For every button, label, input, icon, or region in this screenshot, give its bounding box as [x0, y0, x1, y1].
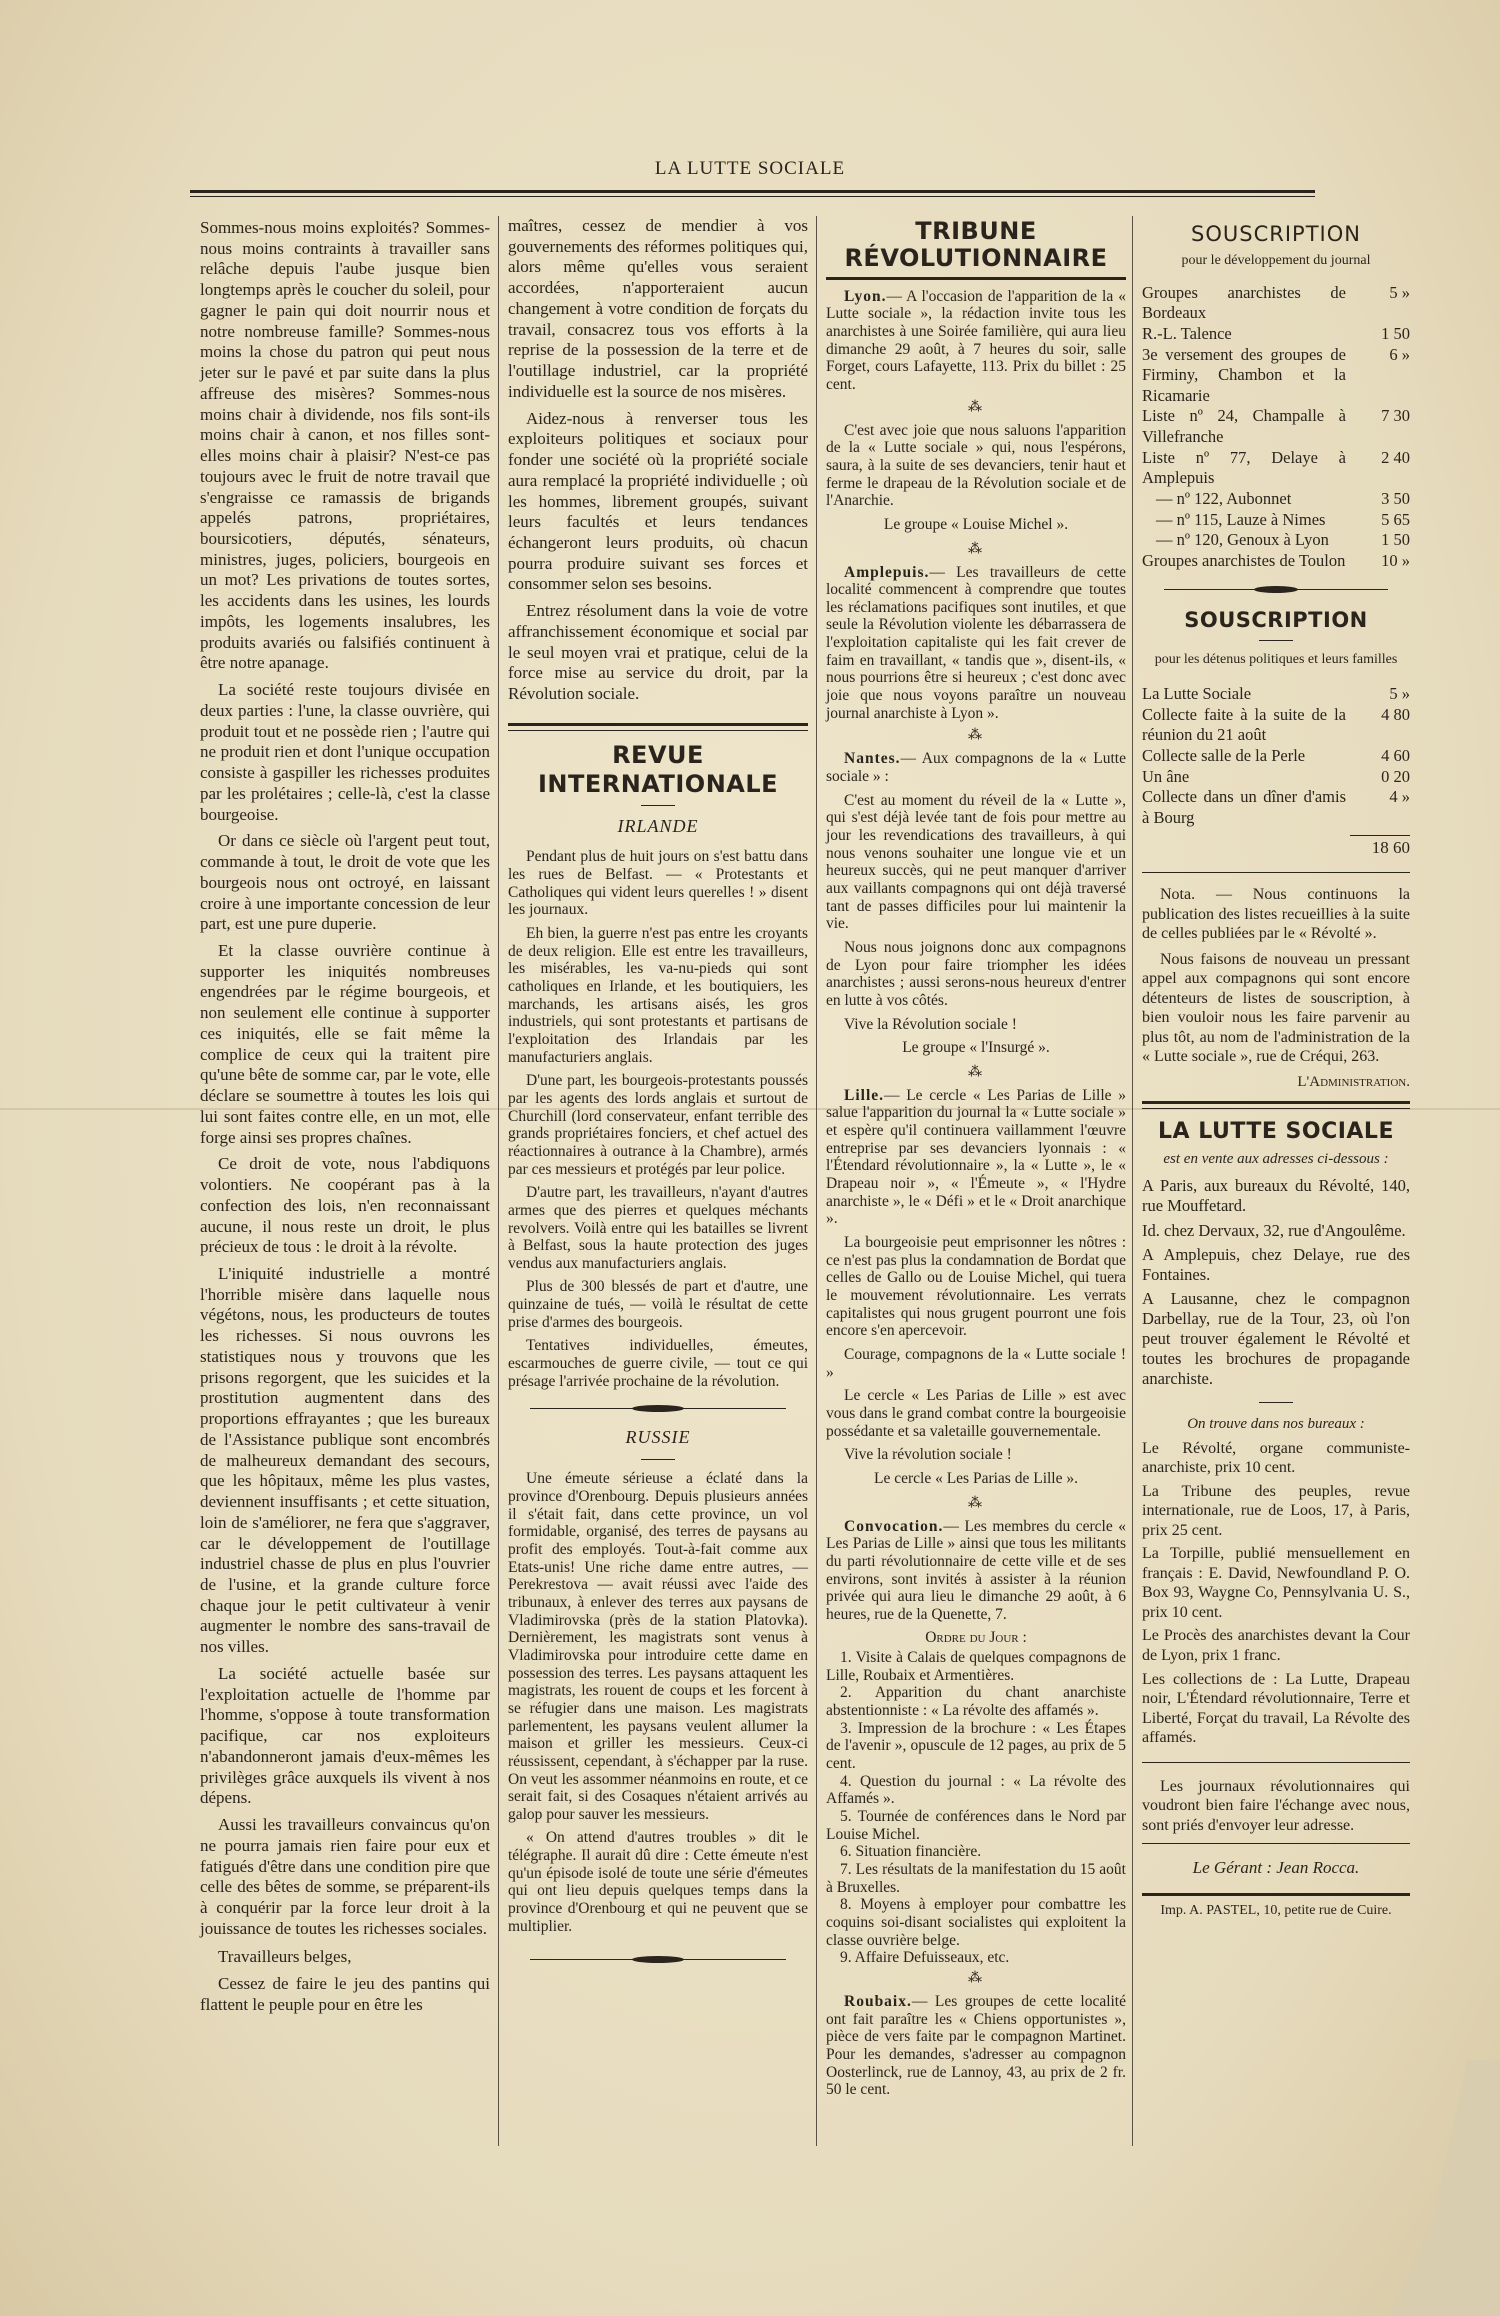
row-label: Un âne [1142, 766, 1190, 786]
souscription-row [1142, 705, 1410, 746]
agenda-item: 3. Impression de la brochure : « Les Étapes de l'avenir », opuscule de 12 pages, au prix de 5 cent. [826, 1719, 1126, 1773]
row-label: Groupes anarchistes de Toulon [1142, 550, 1346, 570]
paragraph: Vive la révolution sociale ! [844, 1446, 1012, 1464]
address-line: A Paris, aux bureaux du Révolté, 140, rue Mouffetard. [1142, 1176, 1410, 1216]
lutte-sociale-title: LA LUTTE SOCIALE [1158, 1119, 1394, 1145]
place-lyon: Lyon. [844, 287, 887, 305]
paragraph: La société actuelle basée sur l'exploitation actuelle de l'homme par l'homme, s'oppose à toute transformation pacifique, car nos exploiteurs n'abandonneront jamais d'eux-mêmes les privilèges grâce auxquels ils vivent à nos dépens. [200, 1663, 490, 1808]
souscription-subtitle-2: pour les détenus politiques et leurs familles [1154, 652, 1398, 668]
separator-stars: ⁂ [968, 1970, 984, 1986]
paragraph: Entrez résolument dans la voie de votre affranchissement économique et social par le seul moyen vrai et pratique, celui de la force mise au service du droit, par la Révolution sociale. [508, 601, 808, 704]
row-amount: 5 » [1389, 282, 1410, 302]
agenda-item: 4. Question du journal : « La révolte des Affamés ». [826, 1772, 1126, 1808]
separator-stars: ⁂ [968, 728, 984, 744]
row-label: La Lutte Sociale [1142, 684, 1252, 704]
souscription-subtitle-1: pour le développement du journal [1181, 252, 1371, 268]
title-rule [641, 805, 675, 806]
torn-corner [1390, 2060, 1500, 2316]
header-rule-thin [190, 196, 1315, 197]
ornament-rule [1164, 585, 1388, 594]
paragraph: Pendant plus de huit jours on s'est battu dans les rues de Belfast. — « Protestants et Catholiques qui vident leurs querelles ! » disent les journaux. [508, 848, 808, 919]
place-amplepuis: Amplepuis. [844, 563, 930, 581]
paragraph: Plus de 300 blessés de part et d'autre, une quinzaine de tués, — voilà le résultat de cette prise d'armes des bourgeois. [508, 1278, 808, 1331]
paragraph: C'est avec joie que nous saluons l'apparition de la « Lutte sociale » qui, nous l'espérons, saura, à la suite de ses devanciers, tenir haut et ferme le drapeau de la Révolution sociale et de l'Anarchie. [826, 421, 1126, 510]
section-rule [826, 277, 1126, 280]
section-rule [1142, 872, 1410, 873]
paragraph: La société reste toujours divisée en deux parties : l'une, la classe ouvrière, qui produit tout et ne possède rien ; l'autre qui ne produit rien et dont l'unique occupation consiste à gaspiller les richesses produites par les prolétaires ; celle-là, c'est la classe bourgeoise. [200, 680, 490, 824]
souscription-row [1142, 448, 1410, 489]
paragraph: Cessez de faire le jeu des pantins qui flattent le peuple pour en être les [200, 1974, 490, 2014]
souscription-list-2 [1142, 684, 1410, 828]
place-lille: Lille. [844, 1086, 885, 1104]
column-divider [498, 216, 499, 2146]
row-label: — nº 115, Lauze à Nimes [1156, 509, 1326, 529]
row-amount: 4 80 [1381, 704, 1410, 724]
paragraph: maîtres, cessez de mendier à vos gouvernements des réformes politiques qui, alors même qu'elles vous seraient accordées, n'apporteraient aucun changement à votre condition de forçats du travail, consacrez tous vos efforts à la reprise de la possession de la terre et de l'outillage industriel, car la propriété individuelle est la source de nos misères. [508, 216, 808, 401]
souscription-row [1142, 510, 1410, 531]
paragraph: L'iniquité industrielle a montré l'horrible misère dans laquelle nous végétons, nous, les producteurs de toutes les richesses. Si nous ouvrons les statistiques nous y trouvons que les prisons regorgent, que les suicides et la prostitution augmentent dans des proportions effrayantes ; que les bureaux de l'Assistance publique sont encombrés de malheureux demandant des secours, que les hôpitaux, même les plus vastes, deviennent insuffisants ; et cette situation, loin de s'améliorer, ne fera que s'aggraver, car le développement de l'outillage industriel chasse de plus en plus l'ouvrier de l'usine, et la grande culture force chaque jour le petit cultivateur à venir augmenter le nombre des sans-travail de nos villes. [200, 1263, 490, 1657]
column-divider [1132, 216, 1133, 2146]
section-rule [1142, 1101, 1410, 1104]
agenda-item: 7. Les résultats de la manifestation du 15 août à Bruxelles. [826, 1861, 1126, 1896]
souscription-total: 18 60 [1350, 835, 1410, 859]
paragraph: Et la classe ouvrière continue à supporter les iniquités nombreuses engendrées par le régime bourgeois, et non seulement elle continue à supporter ces iniquités, elle se fait même la complice de ceux qui la traitent pire qu'une bête de somme car, par le vote, elle déclare se soumettre à toutes les lois qui lui sont faites contre elle, en un mot, elle forge ainsi ses propres chaînes. [200, 940, 490, 1147]
signature: Le groupe « Louise Michel ». [883, 515, 1069, 533]
row-label: Groupes anarchistes de Bordeaux [1142, 282, 1346, 323]
address-line: A Amplepuis, chez Delaye, rue des Fontaines. [1142, 1244, 1410, 1284]
section-rule [1142, 1762, 1410, 1763]
separator-stars: ⁂ [968, 1495, 984, 1511]
place-convocation: Convocation. [844, 1517, 944, 1535]
ornament-rule [530, 1404, 786, 1413]
row-amount: 6 » [1389, 344, 1410, 364]
column-2 [508, 216, 808, 1978]
paragraph: Le cercle « Les Parias de Lille » est avec vous dans le grand combat contre la bourgeoisie possédante et sa valetaille gouvernementale. [826, 1387, 1126, 1440]
ordre-du-jour: Ordre du Jour : [925, 1629, 1027, 1647]
dispatch-text: — Les groupes de cette localité ont fait paraître les « Chiens opportunistes », pièce de vers faite par le compagnon Martinet. Pour les demandes, s'adresser au compagnon Oosterlinck, rue de Lannoy, 43, au prix de 2 fr. 50 le cent. [826, 1992, 1126, 2099]
souscription-row [1142, 746, 1410, 767]
salutation: Travailleurs belges, [218, 1947, 352, 1967]
place-nantes: Nantes. [844, 750, 901, 768]
section-rule-thin [508, 730, 808, 731]
column-divider [816, 216, 817, 2146]
row-amount: 4 » [1389, 787, 1410, 807]
row-amount: 4 60 [1381, 746, 1410, 765]
paragraph: Courage, compagnons de la « Lutte sociale ! » [826, 1346, 1126, 1381]
souscription-title-2: SOUSCRIPTION [1184, 608, 1368, 633]
row-amount: 3 50 [1381, 488, 1410, 508]
exchange-note: Les journaux révolutionnaires qui voudront bien faire l'échange avec nous, sont priés d'envoyer leur adresse. [1142, 1777, 1410, 1834]
irlande-title: IRLANDE [617, 816, 699, 837]
paragraph: Vive la Révolution sociale ! [844, 1015, 1017, 1033]
revue-title: REVUE INTERNATIONALE [537, 740, 779, 799]
paragraph: Sommes-nous moins exploités? Sommes-nous moins contraints à travailler sans relâche depuis l'aube jusque bien longtemps après le coucher du soleil, pour gagner le pain qui doit nourrir nous et notre nombreuse famille? Sommes-nous moins la chose du patron qui peut nous jeter sur le pavé et par suite dans la plus affreuse des misères? Sommes-nous moins chair à dividende, nos fils sont-ils moins chair à canon, et nos filles sont-elles moins chair à plaisir? N'est-ce pas toujours avec le fruit de notre travail que s'engraisse ce ramassis de brigands appelés patrons, propriétaires, boursicotiers, députés, sénateurs, ministres, juges, policiers, bourgeois en un mot? Les privations de toutes sortes, les accidents dans les usines, les lourds impôts, les logements insalubres, les produits avariés ou falsifiés continuent à être notre apanage. [200, 218, 490, 673]
souscription-title-1: SOUSCRIPTION [1191, 222, 1361, 246]
imprimeur-line: Imp. A. PASTEL, 10, petite rue de Cuire. [1160, 1902, 1392, 1918]
souscription-row [1142, 283, 1410, 324]
section-rule-thin [1142, 1108, 1410, 1109]
paragraph: Tentatives individuelles, émeutes, escarmouches de guerre civile, — tout ce qui présage l'arrivée prochaine de la révolution. [508, 1337, 808, 1390]
russie-article [508, 1470, 808, 1935]
souscription-row [1142, 406, 1410, 447]
agenda-item: 6. Situation financière. [840, 1843, 982, 1861]
dispatch-text: — Le cercle « Les Parias de Lille » salue l'apparition du journal la « Lutte sociale » et espère qu'il continuera vaillamment l'œuvre entreprise par ses devanciers lyonnais : « l'Étendard révolutionnaire », la « Lutte », le « Drapeau noir », « l'Émeute », « l'Hydre anarchiste », le « Défi » et le « Droit anarchique ». [826, 1086, 1126, 1228]
title-rule [1259, 1402, 1293, 1403]
agenda-item: 2. Apparition du chant anarchiste abstentionniste : « La révolte des affamés ». [826, 1684, 1126, 1720]
paragraph: Une émeute sérieuse a éclaté dans la province d'Orenbourg. Depuis plusieurs années il s'était fait, dans cette province, un vol formidable, organisé, des terres de paysans au profit des employés. Tout-à-fait comme aux Etats-unis! Une riche dame entre autres, — Perekrestova — avait réussi avec l'aide des tribunaux, à enlever des terres aux paysans de Vladimirovska (près de la station Platovka). Dernièrement, les magistrats sont venus à Vladimirovska pour introduire cette dame en possession des terres. Les paysans attaquent les magistrats, les rouent de coups et les forcent à se réfugier dans une maison. Les magistrats parlementent, les paysans veulent allumer la maison et griller les messieurs. Ceux-ci réussissent, cependant, à s'échapper par la ruse. On veut les assommer néanmoins en route, et ce serait fait, si des Cosaques n'étaient arrivés au galop pour sauver les messieurs. [508, 1470, 808, 1823]
header-rule [190, 190, 1315, 193]
row-label: Collecte salle de la Perle [1142, 746, 1306, 765]
publication-line: La Torpille, publié mensuellement en français : E. David, Newfoundland P. O. Box 93, Waygne Co, Pennsylvania U. S., prix 10 cent. [1142, 1545, 1410, 1621]
souscription-row [1142, 530, 1410, 551]
row-label: Collecte faite à la suite de la réunion du 21 août [1142, 704, 1346, 745]
place-roubaix: Roubaix. [844, 1992, 912, 2010]
ornament-rule [530, 1955, 786, 1964]
publication-line: Le Révolté, organe communiste-anarchiste, prix 10 cent. [1142, 1439, 1410, 1477]
separator-stars: ⁂ [968, 1064, 984, 1080]
dispatch-text: — Les membres du cercle « Les Parias de Lille » ainsi que tous les militants du parti révolutionnaire de cette ville et de ses environs, sont invités à assister à la réunion privée qui aura lieu le dimanche 29 août, à 6 heures, rue de la Quenette, 7. [826, 1517, 1126, 1623]
signature: Le cercle « Les Parias de Lille ». [874, 1469, 1078, 1487]
souscription-row [1142, 767, 1410, 788]
russie-title: RUSSIE [625, 1427, 691, 1448]
lutte-sociale-subtitle: est en vente aux adresses ci-dessous : [1163, 1151, 1389, 1167]
souscription-row [1142, 787, 1410, 828]
souscription-row [1142, 684, 1410, 705]
row-amount: 5 65 [1381, 509, 1410, 529]
paragraph: « On attend d'autres troubles » dit le télégraphe. Il aurait dû dire : Cette émeute n'est qu'un épisode isolé de toute une série d'émeutes qui ont lieu depuis quelques temps dans la province d'Orenbourg et qui ne peuvent que se multiplier. [508, 1829, 808, 1935]
gerant-line: Le Gérant : Jean Rocca. [1192, 1858, 1360, 1878]
row-label: Collecte dans un dîner d'amis à Bourg [1142, 787, 1346, 827]
running-head: LA LUTTE SOCIALE [654, 158, 846, 179]
column-3 [826, 216, 1126, 2105]
row-amount: 10 » [1381, 550, 1410, 570]
column-1 [200, 218, 490, 2022]
paragraph: Aidez-nous à renverser tous les exploiteurs politiques et sociaux pour fonder une société où la propriété sociale aura remplacé la propriété individuelle ; où les hommes, librement groupés, suivant leurs facultés et leurs tendances échangeront leurs produits, où chacun pourra produire suivant ses forces et consommer selon ses besoins. [508, 408, 808, 594]
row-amount: 0 20 [1381, 766, 1410, 786]
irlande-article [508, 848, 808, 1390]
address-line: A Lausanne, chez le compagnon Darbellay, rue de la Tour, 23, où l'on peut trouver également le Révolté et toutes les brochures de propagande anarchiste. [1142, 1288, 1410, 1389]
dispatch-text: — A l'occasion de l'apparition de la « Lutte sociale », la rédaction invite tous les anarchistes à une Soirée familière, qui aura lieu dimanche 29 août, à 7 heures du soir, salle Forget, cours Lafayette, 113. Prix du billet : 25 cent. [826, 287, 1126, 393]
agenda-item: 1. Visite à Calais de quelques compagnons de Lille, Roubaix et Armentières. [826, 1649, 1126, 1684]
publication-line: La Tribune des peuples, revue internationale, rue de Loos, 17, à Paris, prix 25 cent. [1142, 1482, 1410, 1539]
column-4 [1142, 216, 1410, 1919]
row-label: — nº 122, Aubonnet [1156, 488, 1292, 508]
signature: Le groupe « l'Insurgé ». [902, 1039, 1050, 1057]
paragraph: Nous nous joignons donc aux compagnons de Lyon pour faire triompher les idées anarchistes ; aussi serons-nous heureux d'entrer en lutte à vos côtés. [826, 938, 1126, 1009]
paragraph: Ce droit de vote, nous l'abdiquons volontiers. Ne coopérant pas à la confection des lois, n'en reconnaissant aucune, il nous reste un droit, le plus précieux de tous : le droit à la révolte. [200, 1154, 490, 1257]
paragraph: La bourgeoisie peut emprisonner les nôtres : ce n'est pas plus la condamnation de Bordat que celles de Gallo ou de Louise Michel, qui tuera le mouvement révolutionnaire. Les verrats capitalistes qui nous grugent pourront une fois encore s'en apercevoir. [826, 1234, 1126, 1340]
publication-line: Les collections de : La Lutte, Drapeau noir, L'Étendard révolutionnaire, Terre et Liberté, Forçat du travail, La Révolte des affamés. [1142, 1670, 1410, 1747]
souscription-row [1142, 324, 1410, 345]
row-amount: 7 30 [1381, 406, 1410, 426]
row-label: Liste nº 24, Champalle à Villefranche [1142, 406, 1346, 447]
agenda-list [826, 1649, 1126, 1967]
souscription-list-1 [1142, 283, 1410, 572]
section-rule [1142, 1893, 1410, 1896]
paragraph: Eh bien, la guerre n'est pas entre les croyants de deux religion. Elle est entre les travailleurs, les misérables, les va-nu-pieds qui sont catholiques en Irlande, et les boutiquiers, les marchands, les artisans aisés, les gros industriels, qui sont protestants et partisans de l'exploitation des Irlandais par les manufacturiers anglais. [508, 925, 808, 1066]
administration-sign: L'Administration. [1297, 1073, 1410, 1090]
paragraph: Or dans ce siècle où l'argent peut tout, commande à tout, le droit de vote que les bourgeois nous ont octroyé, en laissant croire à une importante concession de leur part, est une pure duperie. [200, 831, 490, 934]
paragraph: C'est au moment du réveil de la « Lutte », qui s'est déjà levée tant de fois pour mettre au jour les revendications des travailleurs, à qui nous venons souhaiter une longue vie et un heureux succès, qui ne peut manquer d'arriver aux vaillants compagnons qui ont déjà traversé tant de passes difficiles pour lui maintenir la vie. [826, 791, 1126, 933]
section-rule [508, 723, 808, 726]
souscription-row [1142, 345, 1410, 407]
paragraph: Nous faisons de nouveau un pressant appel aux compagnons qui sont encore détenteurs de listes de souscription, à bien vouloir nous les faire parvenir au plus tôt, au nom de l'administration de la « Lutte sociale », rue de Créqui, 263. [1142, 950, 1410, 1066]
bureaux-title: On trouve dans nos bureaux : [1187, 1415, 1365, 1432]
nota: Nota. — Nous continuons la publication des listes recueillies à la suite de celles publiées par le « Révolté ». [1142, 886, 1410, 943]
agenda-item: 5. Tournée de conférences dans le Nord par Louise Michel. [826, 1808, 1126, 1843]
row-label: — nº 120, Genoux à Lyon [1156, 530, 1329, 550]
paragraph: Aussi les travailleurs convaincus qu'on ne pourra jamais rien faire pour eux et fatigués d'être dans une condition pire que celle des bêtes de somme, se préparent-ils à conquérir par la force leur droit à la jouissance de toutes les richesses sociales. [200, 1815, 490, 1938]
row-label: Liste nº 77, Delaye à Amplepuis [1142, 447, 1346, 488]
row-amount: 2 40 [1381, 447, 1410, 467]
row-label: 3e versement des groupes de Firminy, Chambon et la Ricamarie [1142, 344, 1346, 405]
paragraph: D'une part, les bourgeois-protestants poussés par les agents des lords anglais et surtout de Churchill (lord conservateur, enfant terrible des grands propriétaires fonciers, et chef actuel des réactionnaires à outrance à la Chambre), armés par ces messieurs et protégés par leur police. [508, 1072, 808, 1178]
row-amount: 1 50 [1381, 530, 1410, 550]
title-rule [1259, 640, 1293, 641]
section-rule [1142, 1843, 1410, 1844]
agenda-item: 8. Moyens à employer pour combattre les coquins soi-disant socialistes qui exploitent la classe ouvrière belge. [826, 1896, 1126, 1949]
souscription-row [1142, 489, 1410, 510]
dispatch-text: — Les travailleurs de cette localité commencent à comprendre que toutes les réclamations pacifiques sont inutiles, et que seule la Révolution violente les débarrassera de l'exploitation capitaliste qui les fait crever de faim en travaillant, « tandis que », disent-ils, « nous pourrions être si heureux ; c'est donc avec joie que nous voyons paraître un nouveau journal anarchiste à Lyon ». [826, 563, 1126, 722]
address-line: Id. chez Dervaux, 32, rue d'Angoulême. [1142, 1220, 1406, 1240]
tribune-title: TRIBUNE RÉVOLUTIONNAIRE [844, 217, 1108, 273]
souscription-row [1142, 551, 1410, 572]
row-label: R.-L. Talence [1142, 323, 1232, 343]
agenda-item: 9. Affaire Defuisseaux, etc. [840, 1949, 1010, 1967]
row-amount: 5 » [1389, 684, 1410, 704]
paragraph: D'autre part, les travailleurs, n'ayant d'autres armes que des pierres et quelques méchants revolvers. Voilà entre qui les batailles se livrent à Belfast, sous la haute protection des juges vendus aux manufacturiers anglais. [508, 1184, 808, 1272]
row-amount: 1 50 [1381, 323, 1410, 343]
dispatch-text: — Aux compagnons de la « Lutte sociale » : [826, 750, 1126, 786]
publication-line: Le Procès des anarchistes devant la Cour de Lyon, prix 1 franc. [1142, 1627, 1410, 1664]
separator-stars: ⁂ [968, 541, 984, 557]
separator-stars: ⁂ [968, 399, 984, 415]
title-rule [641, 1459, 675, 1460]
